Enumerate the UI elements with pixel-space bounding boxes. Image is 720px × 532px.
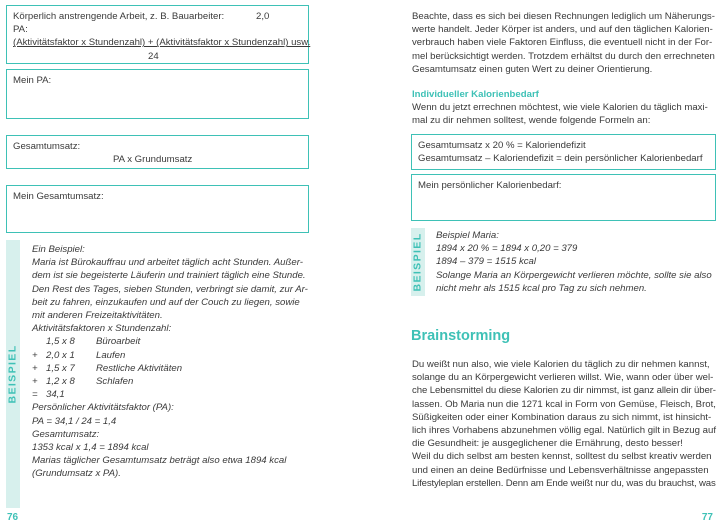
maria-example-block: Beispiel Maria: 1894 x 20 % = 1894 x 0,20 = 379 1894 – 379 = 1515 kcal Solange Maria an Körpergewicht verlieren möchte, sollte sie also nicht mehr als 1515 kcal pro Tag zu sich nehmen. [436,230,712,294]
example-text-line: Maria ist Bürokauffrau und arbeitet täglich acht Stunden. Außer- [32,257,303,269]
section-subheading: Individueller Kalorienbedarf [412,89,539,100]
total-formula-label: Gesamtumsatz: [13,141,81,152]
example-closing: (Grundumsatz x PA). [32,468,121,480]
total-formula: PA x Grundumsatz [113,154,193,166]
pa-formula-numerator: (Aktivitätsfaktor x Stundenzahl) + (Aktivitätsfaktor x Stundenzahl) usw. [13,37,311,49]
calc-row: + 2,0 x 1 Laufen [32,349,126,361]
brainstorming-paragraph: Du weißt nun also, wie viele Kalorien du täglich zu dir nehmen kannst, solange du an Körpergewicht verlieren willst. Wie, wann oder über wel- che Lebensmittel du diese Kalorien zu dir nimmst, ist ganz allein dir über- lassen. Ob Maria nun die 1271 kcal in Form von Gemüse, Fleisch, Brot, Süßigkeiten oder einer Kombination daraus zu sich nimmt, ist hinsicht- lich ihres Vorhabens abzunehmen völlig egal. Natürlich gilt in Bezug auf die Gesundheit: je ausgeglichener die Ernährung, desto besser! Weil du dich selbst am besten kennst, solltest du selbst kreativ werden und einen an deine Bedürfnisse und Lebensverhältnisse angepassten Lifestyleplan erstellen. Denn am Ende weißt nur du, was du brauchst, was [412,359,716,489]
example-text-line: beit zu fahren, einzukaufen und auf der Couch zu liegen, sowie [32,296,300,308]
calc-row: + 1,2 x 8 Schlafen [32,376,134,388]
calorie-need-section: Individueller Kalorienbedarf Wenn du jetzt errechnen möchtest, wie viele Kalorien du täglich maxi- mal zu dir nehmen solltest, wende folgende Formeln an: [412,88,716,128]
calorie-formula-box [411,134,716,170]
activity-example-label: Körperlich anstrengende Arbeit, z. B. Bauarbeiter: [13,11,225,22]
intro-paragraph: Beachte, dass es sich bei diesen Rechnungen lediglich um Näherungs- werte handelt. Jeder Körper ist anders, und auf den täglichen Kalorien- verbrauch haben viele Faktoren Einfluss, die eventuell nicht in der For- mel berücksichtigt werden. Trotzdem erhältst du durch den errechneten Gesamtumsatz einen guten Wert zu deiner Orientierung. [412,11,715,75]
example-tag: BEISPIEL [6,240,20,508]
example-intro: Ein Beispiel: [32,244,85,255]
calc-row: 1,5 x 8 Büroarbeit [46,336,141,348]
my-calorie-need-field[interactable] [411,174,716,221]
need-formula: Gesamtumsatz – Kaloriendefizit = dein persönlicher Kalorienbedarf [418,153,703,165]
my-pa-field[interactable] [6,69,309,119]
example-tag: BEISPIEL [411,228,425,296]
example-closing: Marias täglicher Gesamtumsatz beträgt also etwa 1894 kcal [32,455,287,467]
factors-label: Aktivitätsfaktoren x Stundenzahl: [32,323,172,335]
activity-example-value: 2,0 [256,11,270,22]
my-total-field[interactable] [6,185,309,233]
calc-row: + 1,5 x 7 Restliche Aktivitäten [32,362,183,374]
page-number-right: 77 [701,511,713,523]
pa-examples-box [6,5,309,64]
right-page [360,0,720,532]
example-text-line: dem ist sie begeisterte Läuferin und trainiert täglich eine Stunde. [32,270,306,282]
total-formula-box [6,135,309,169]
pa-result-label: Persönlicher Aktivitätsfaktor (PA): [32,402,174,414]
total-result-label: Gesamtumsatz: [32,428,100,440]
calc-row: = 34,1 [32,389,65,401]
my-pa-label: Mein PA: [13,75,52,86]
brainstorming-heading: Brainstorming [411,328,511,344]
example-text-line: Den Rest des Tages, sieben Stunden, verbringt sie damit, zur Ar- [32,283,308,295]
example-block [32,243,310,481]
pa-result-calc: PA = 34,1 / 24 = 1,4 [32,415,117,427]
example-text-line: mit anderen Freizeitaktivitäten. [32,310,163,322]
deficit-formula: Gesamtumsatz x 20 % = Kaloriendefizit [418,140,586,151]
total-result-calc: 1353 kcal x 1,4 = 1894 kcal [32,442,149,454]
pa-label: PA: [13,24,28,36]
page-number-left: 76 [7,511,19,523]
my-total-label: Mein Gesamtumsatz: [13,191,104,202]
pa-formula-denominator: 24 [148,50,159,62]
my-calorie-need-label: Mein persönlicher Kalorienbedarf: [418,180,562,191]
